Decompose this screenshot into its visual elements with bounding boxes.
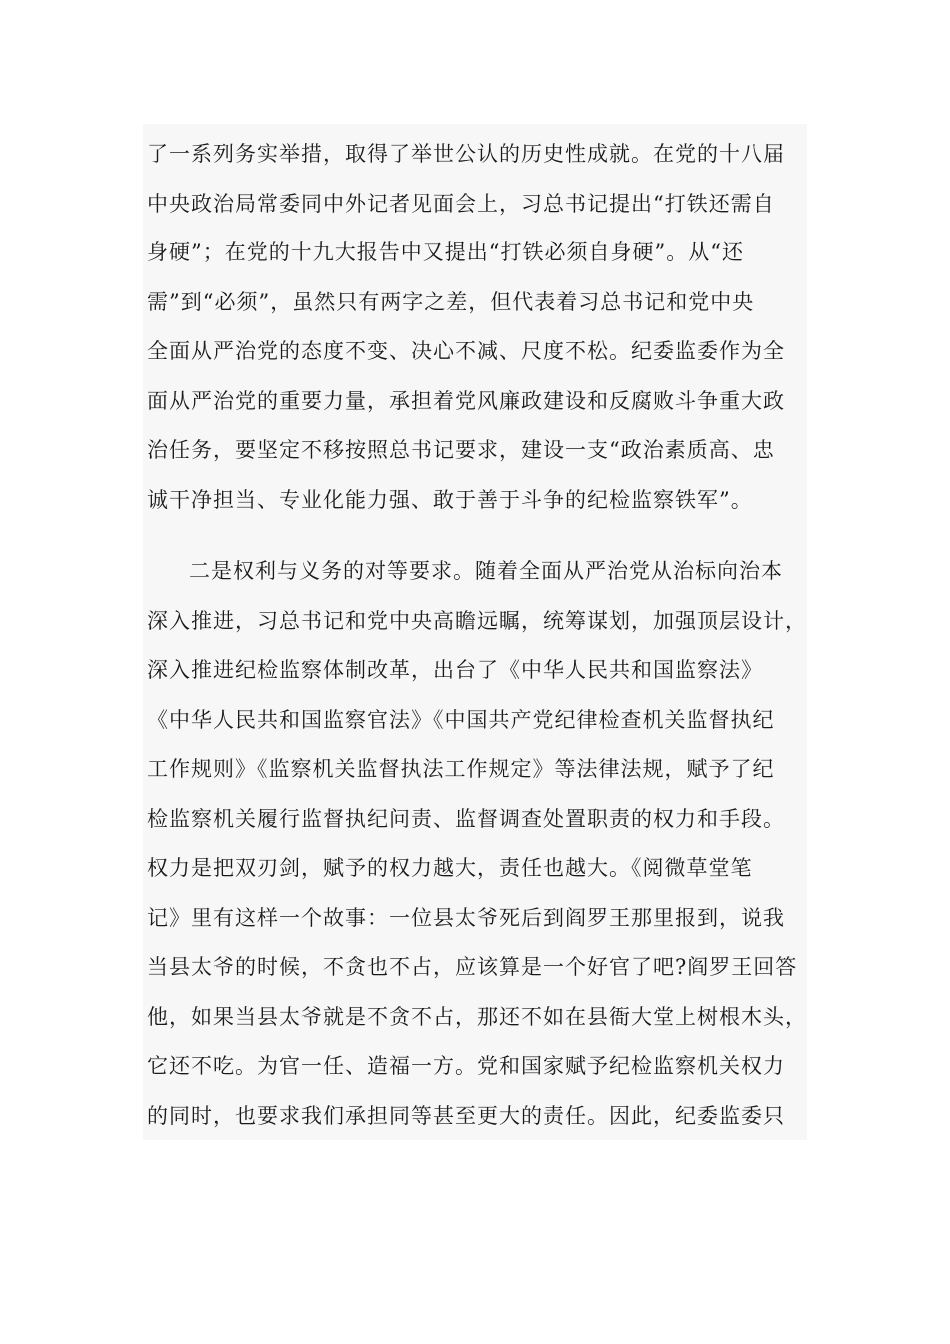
paragraph-line: 深入推进纪检监察体制改革，出台了《中华人民共和国监察法》 xyxy=(147,658,763,682)
paragraph-line: 的同时，也要求我们承担同等甚至更大的责任。因此，纪委监委只 xyxy=(147,1104,785,1128)
paragraph-line: 《中华人民共和国监察官法》《中国共产党纪律检查机关监督执纪 xyxy=(147,708,775,732)
paragraph-line: 诚干净担当、专业化能力强、敢于善于斗争的纪检监察铁军”。 xyxy=(147,488,753,512)
paragraph-line: 了一系列务实举措，取得了举世公认的历史性成就。在党的十八届 xyxy=(147,142,785,166)
paragraph-line: 身硬”；在党的十九大报告中又提出“打铁必须自身硬”。从“还 xyxy=(147,240,744,264)
document-text-block xyxy=(143,124,807,1140)
paragraph-line: 当县太爷的时候，不贪也不占，应该算是一个好官了吧?阎罗王回答 xyxy=(147,955,798,979)
paragraph-line: 记》里有这样一个故事：一位县太爷死后到阎罗王那里报到，说我 xyxy=(147,906,785,930)
paragraph-line: 治任务，要坚定不移按照总书记要求，建设一支“政治素质高、忠 xyxy=(147,438,775,462)
paragraph-line: 检监察机关履行监督执纪问责、监督调查处置职责的权力和手段。 xyxy=(147,807,785,831)
paragraph-line: 二是权利与义务的对等要求。随着全面从严治党从治标向治本 xyxy=(189,559,783,583)
paragraph-line: 他，如果当县太爷就是不贪不占，那还不如在县衙大堂上树根木头， xyxy=(147,1005,807,1029)
paragraph-line: 需”到“必须”，虽然只有两字之差，但代表着习总书记和党中央 xyxy=(147,290,755,314)
paragraph-line: 它还不吃。为官一任、造福一方。党和国家赋予纪检监察机关权力 xyxy=(147,1054,785,1078)
paragraph-line: 中央政治局常委同中外记者见面会上，习总书记提出“打铁还需自 xyxy=(147,192,775,216)
paragraph-line: 工作规则》《监察机关监督执法工作规定》等法律法规，赋予了纪 xyxy=(147,757,775,781)
paragraph-line: 全面从严治党的态度不变、决心不减、尺度不松。纪委监委作为全 xyxy=(147,339,785,363)
paragraph-line: 权力是把双刃剑，赋予的权力越大，责任也越大。《阅微草堂笔 xyxy=(147,856,753,880)
paragraph-line: 面从严治党的重要力量，承担着党风廉政建设和反腐败斗争重大政 xyxy=(147,389,785,413)
paragraph-line: 深入推进，习总书记和党中央高瞻远瞩，统筹谋划，加强顶层设计， xyxy=(147,609,807,633)
